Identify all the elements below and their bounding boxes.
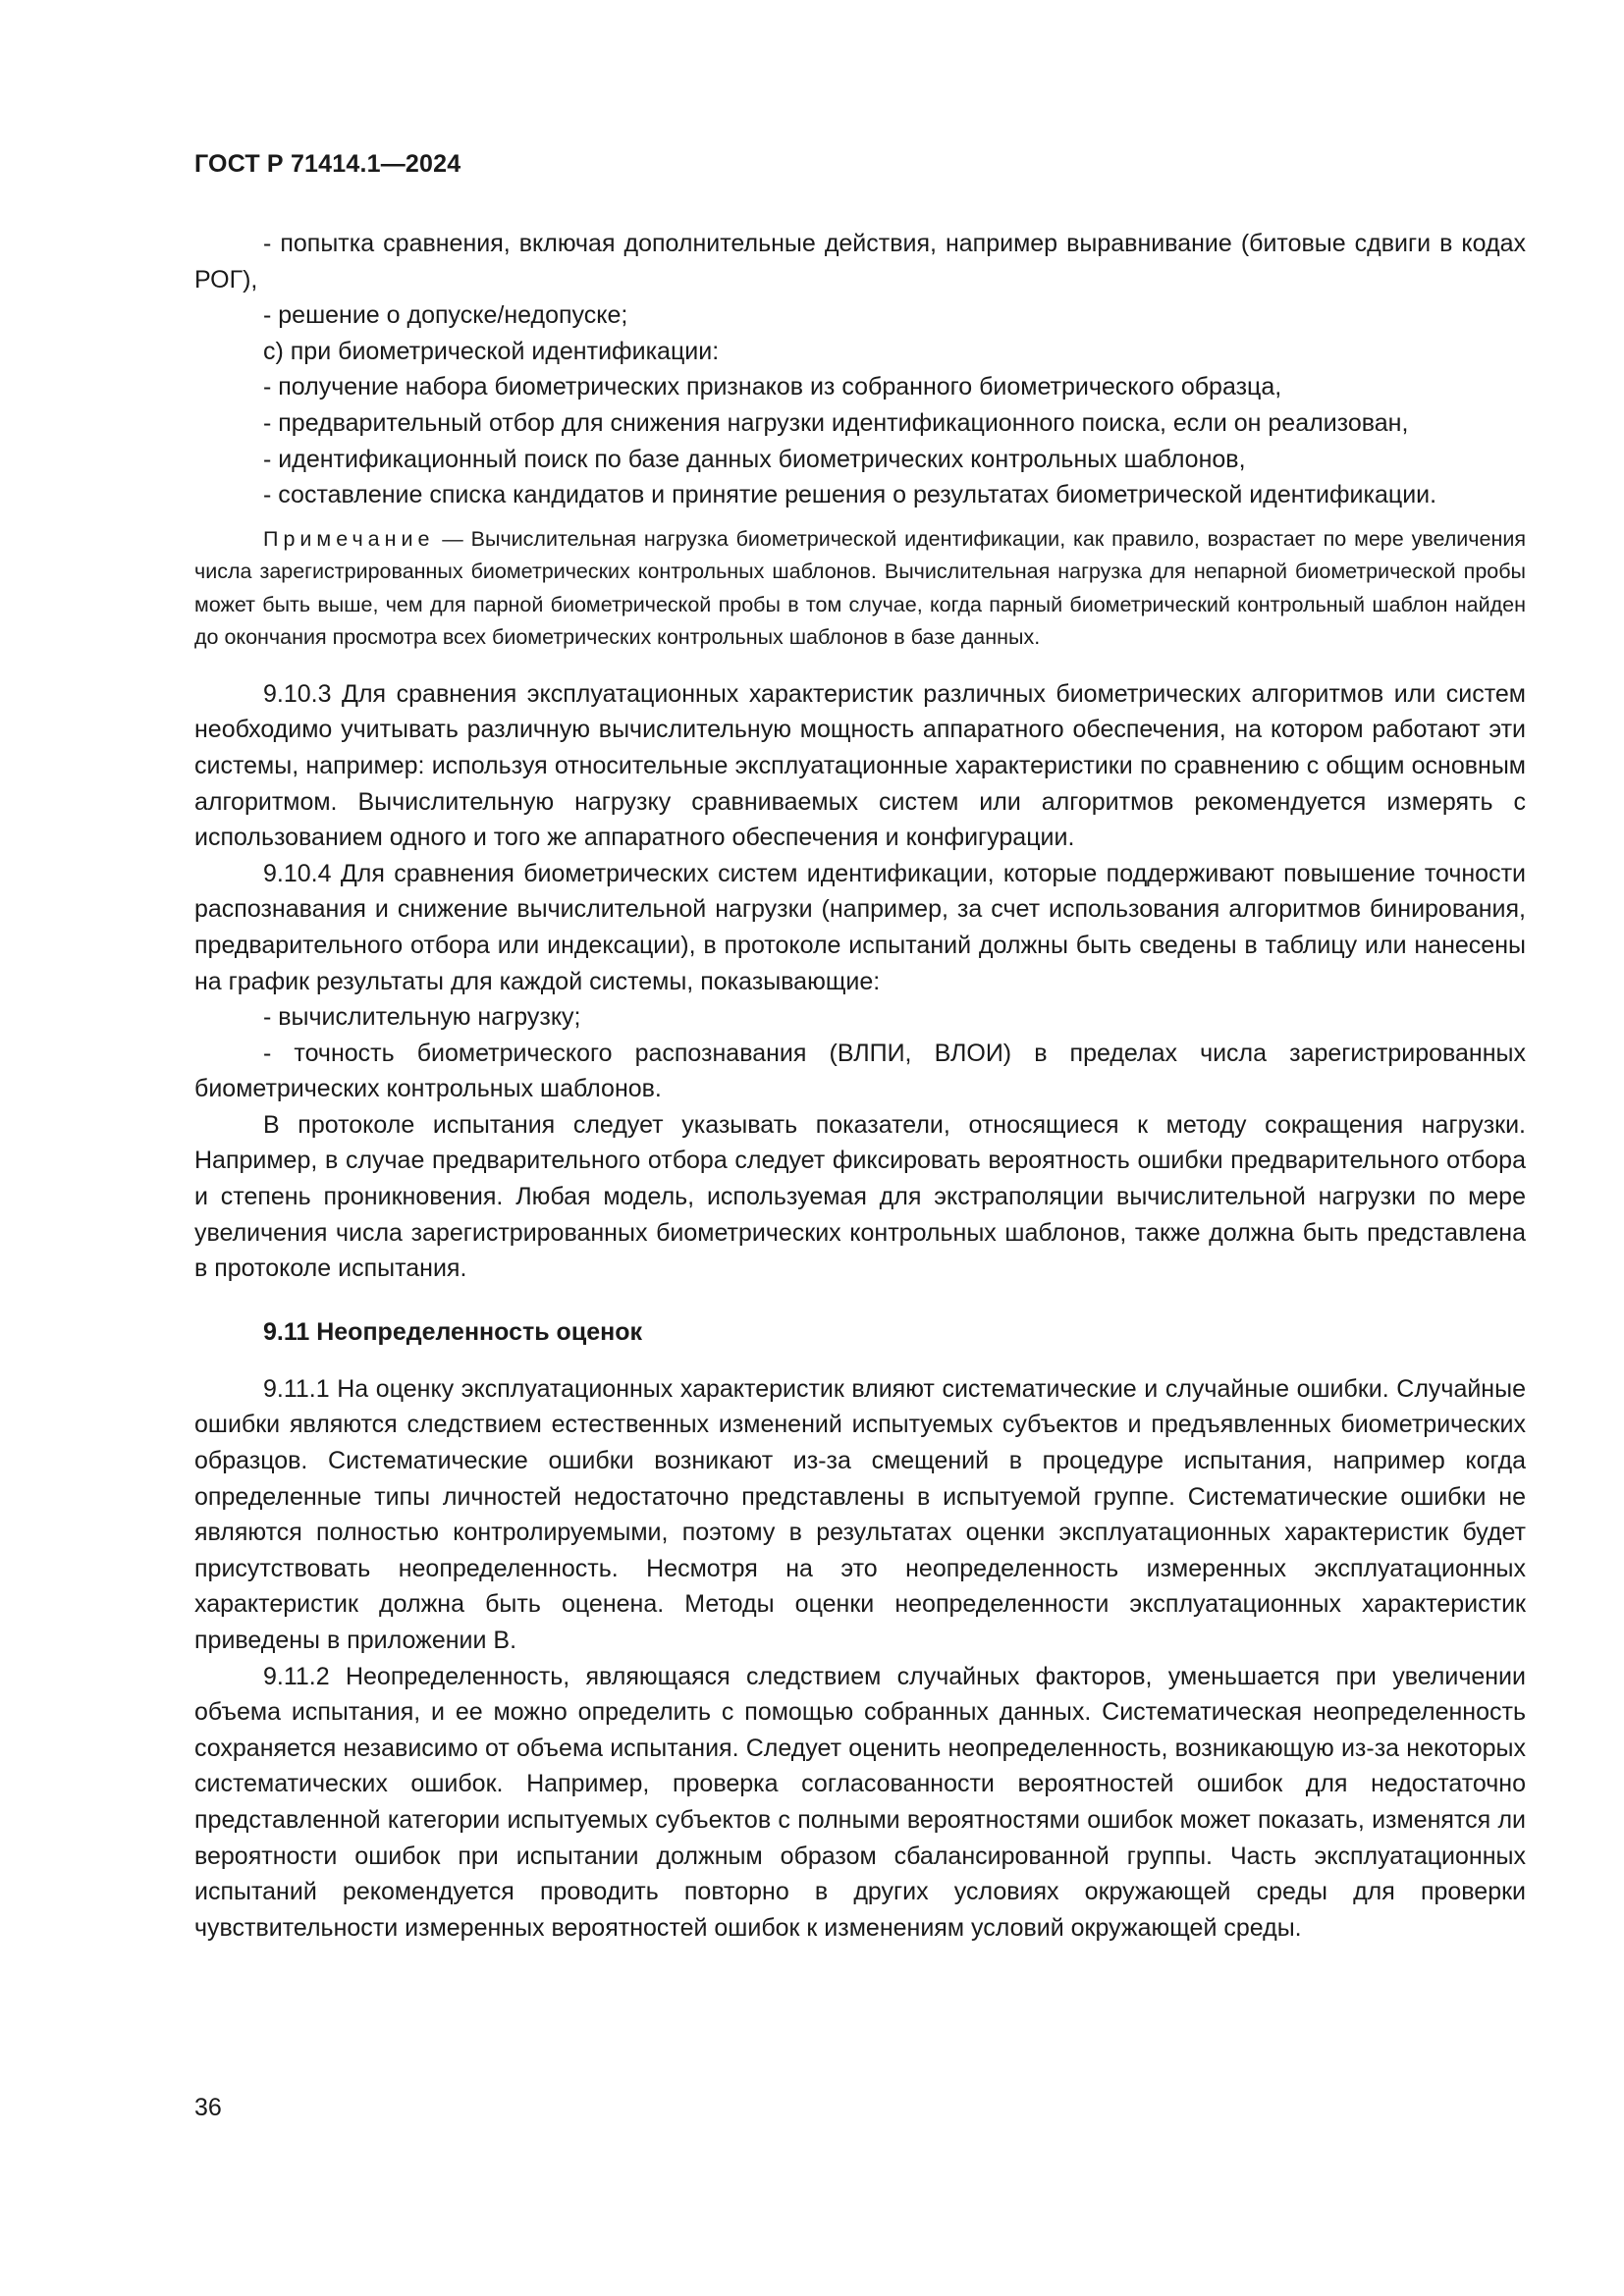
list-item: - предварительный отбор для снижения нагрузки идентификационного поиска, если он реализован, [263,408,1409,437]
list-item: - попытка сравнения, включая дополнительные действия, например выравнивание (битовые сдвиги в кодах РОГ), [194,230,1526,294]
list-item: - точность биометрического распознавания (ВЛПИ, ВЛОИ) в пределах числа зарегистрированных биометрических контрольных шаблонов. [194,1039,1526,1103]
paragraph-9-11-2: 9.11.2 Неопределенность, являющаяся следствием случайных факторов, уменьшается при увеличении объема испытания, и ее можно определить с помощью собранных данных. Систематическая неопределенность сохраняется независимо от объема испытания. Следует оценить неопределенность, возникающую из-за некоторых систематических ошибок. Например, проверка согласованности вероятностей ошибок для недостаточно представленной категории испытуемых субъектов с полными вероятностями ошибок может показать, изменятся ли вероятности ошибок при испытании должным образом сбалансированной группы. Часть эксплуатационных испытаний рекомендуется проводить повторно в других условиях окружающей среды для проверки чувствительности измеренных вероятностей ошибок к изменениям условий окружающей среды. [194,1662,1526,1942]
list-item: c) при биометрической идентификации: [263,337,720,365]
list-item: - решение о допуске/недопуске; [263,301,628,330]
list-item: - составление списка кандидатов и принятие решения о результатах биометрической идентификации. [263,481,1437,509]
paragraph-9-10-3: 9.10.3 Для сравнения эксплуатационных характеристик различных биометрических алгоритмов или систем необходимо учитывать различную вычислительную мощность аппаратного обеспечения, на котором работают эти системы, например: используя относительные эксплуатационные характеристики по сравнению с общим основным алгоритмом. Вычислительную нагрузку сравниваемых систем или алгоритмов рекомендуется измерять с использованием одного и того же аппаратного обеспечения и конфигурации. [194,679,1526,852]
paragraph-protocol: В протоколе испытания следует указывать показатели, относящиеся к методу сокращения нагрузки. Например, в случае предварительного отбора следует фиксировать вероятность ошибки предварительного отбора и степень проникновения. Любая модель, используемая для экстраполяции вычислительной нагрузки по мере увеличения числа зарегистрированных биометрических контрольных шаблонов, также должна быть представлена в протоколе испытания. [194,1110,1526,1283]
list-item: - получение набора биометрических признаков из собранного биометрического образца, [263,373,1282,401]
page-number: 36 [194,2094,222,2121]
paragraph-9-11-1: 9.11.1 На оценку эксплуатационных характеристик влияют систематические и случайные ошибки. Случайные ошибки являются следствием естественных изменений испытуемых субъектов и предъявленных биометрических образцов. Систематические ошибки возникают из-за смещений в процедуре испытания, например когда определенные типы личностей недостаточно представлены в испытуемой группе. Систематические ошибки не являются полностью контролируемыми, поэтому в результатах оценки эксплуатационных характеристик будет присутствовать неопределенность. Несмотря на это неопределенность измеренных эксплуатационных характеристик должна быть оценена. Методы оценки неопределенности эксплуатационных характеристик приведены в приложении В. [194,1374,1526,1654]
document-body [194,226,1526,1946]
note-label: Примечание [263,526,435,551]
section-heading-9-11: 9.11 Неопределенность оценок [263,1317,642,1346]
list-item: - вычислительную нагрузку; [263,1003,581,1032]
document-id-header: ГОСТ Р 71414.1—2024 [194,150,461,178]
paragraph-9-10-4: 9.10.4 Для сравнения биометрических систем идентификации, которые поддерживают повышение точности распознавания и снижение вычислительной нагрузки (например, за счет использования алгоритмов бинирования, предварительного отбора или индексации), в протоколе испытаний должны быть сведены в таблицу или нанесены на график результаты для каждой системы, показывающие: [194,859,1526,995]
note-block [194,523,1526,655]
list-item: - идентификационный поиск по базе данных биометрических контрольных шаблонов, [263,445,1246,473]
note-text: — Вычислительная нагрузка биометрической идентификации, как правило, возрастает по мере увеличения числа зарегистрированных биометрических контрольных шаблонов. Вычислительная нагрузка для непарной биометрической пробы может быть выше, чем для парной биометрической пробы в том случае, когда парный биометрический контрольный шаблон найден до окончания просмотра всех биометрических контрольных шаблонов в базе данных. [194,526,1526,650]
